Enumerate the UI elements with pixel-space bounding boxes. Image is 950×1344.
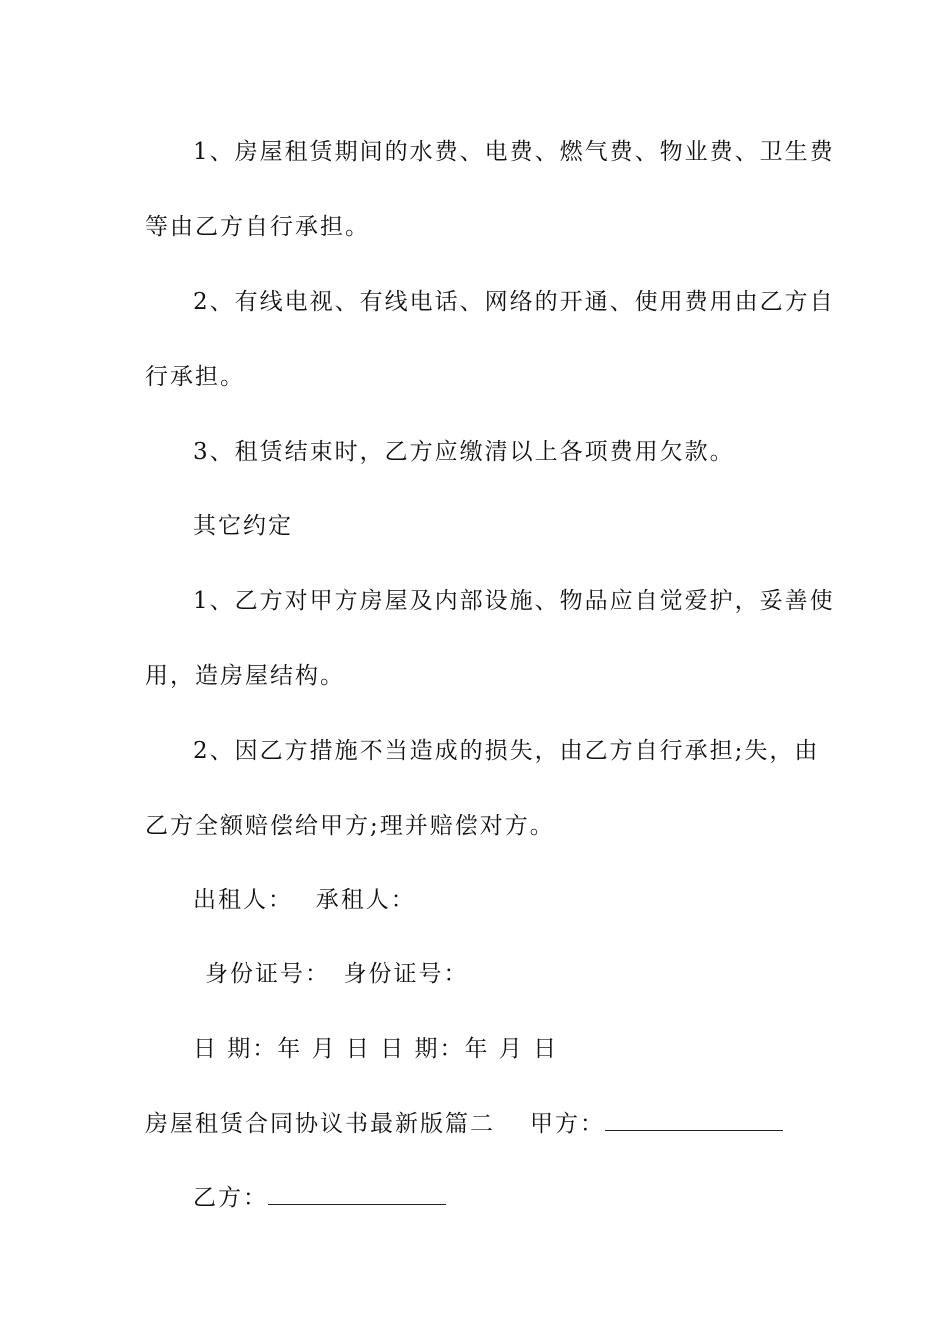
signature-parties: 出租人： 承租人： [193, 887, 416, 913]
clause-fees-3: 3、租赁结束时，乙方应缴清以上各项费用欠款。 [193, 439, 735, 465]
party-b-blank[interactable] [268, 1184, 446, 1205]
signature-dates: 日 期：年 月 日 日 期：年 月 日 [193, 1036, 559, 1062]
party-b-line [193, 1184, 446, 1212]
signature-id-numbers: 身份证号： 身份证号： [205, 961, 469, 987]
party-a-blank[interactable] [605, 1110, 783, 1131]
clause-fees-2-cont: 行承担。 [145, 364, 245, 390]
clause-other-2: 2、因乙方措施不当造成的损失，由乙方自行承担;失，由 [193, 738, 820, 764]
clause-other-1-cont: 用，造房屋结构。 [145, 663, 345, 689]
section-heading-other: 其它约定 [193, 513, 293, 539]
party-b-label: 乙方： [193, 1185, 268, 1211]
clause-other-1: 1、乙方对甲方房屋及内部设施、物品应自觉爱护，妥善使 [193, 588, 835, 614]
clause-other-2-cont: 乙方全额赔偿给甲方;理并赔偿对方。 [145, 813, 555, 839]
party-a-line [530, 1110, 783, 1138]
party-a-label: 甲方： [530, 1111, 605, 1137]
clause-fees-2: 2、有线电视、有线电话、网络的开通、使用费用由乙方自 [193, 289, 835, 315]
section-title-part-two: 房屋租赁合同协议书最新版篇二 [145, 1111, 495, 1137]
clause-fees-1-cont: 等由乙方自行承担。 [145, 214, 370, 240]
clause-fees-1: 1、房屋租赁期间的水费、电费、燃气费、物业费、卫生费 [193, 139, 835, 165]
